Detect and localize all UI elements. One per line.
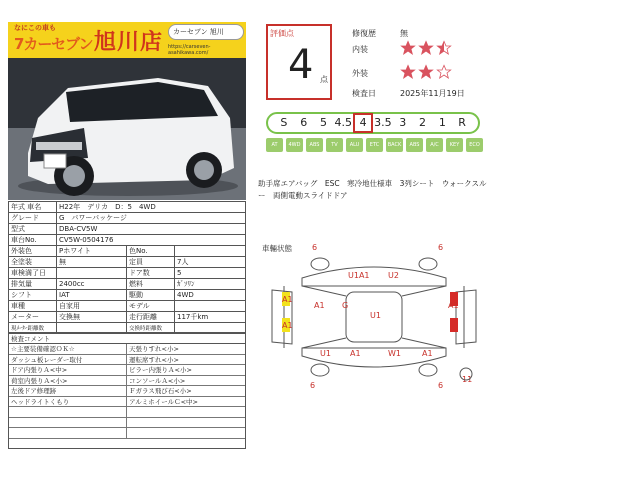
table-row xyxy=(9,301,246,312)
store-banner xyxy=(8,22,246,58)
table-row xyxy=(9,397,245,408)
comment-cell: 天張りすれ<小> xyxy=(129,345,179,353)
damage-mark: A1 xyxy=(282,321,293,330)
comment-cell: ドア内張りＡ<中> xyxy=(9,365,127,375)
star-icon xyxy=(418,64,434,80)
feature-icon: ALU xyxy=(346,138,363,152)
spec-label: ドア数 xyxy=(127,268,175,279)
table-row xyxy=(9,386,245,397)
spec-value xyxy=(57,268,127,279)
inspected-row xyxy=(352,88,465,99)
inspection-comments xyxy=(8,333,246,449)
spec-value: 2400cc xyxy=(57,279,127,290)
spec-value: IAT xyxy=(57,290,127,301)
spec-label: 定員 xyxy=(127,257,175,268)
comment-cell xyxy=(9,407,127,417)
diagram-title: 車輛状態 xyxy=(262,244,292,253)
spec-table xyxy=(8,201,246,333)
damage-mark: A1 xyxy=(448,301,459,310)
grade-step: 5 xyxy=(319,116,327,129)
grade-step: R xyxy=(458,116,466,129)
spec-value xyxy=(175,301,246,312)
spec-label: メーター xyxy=(9,312,57,323)
table-row xyxy=(9,376,245,387)
damage-mark: 6 xyxy=(310,381,316,390)
damage-mark: U1 xyxy=(370,311,381,320)
spec-value: Pホワイト xyxy=(57,246,127,257)
comment-cell: ☆主要装備確認ＯＫ☆ xyxy=(9,344,127,354)
feature-icon: AT xyxy=(266,138,283,152)
feature-icon: A/C xyxy=(426,138,443,152)
spec-label: モデル xyxy=(127,301,175,312)
feature-icon: ABS xyxy=(306,138,323,152)
search-box[interactable] xyxy=(168,24,244,40)
damage-mark: W1 xyxy=(388,349,401,358)
feature-icon: TV xyxy=(326,138,343,152)
interior-stars xyxy=(400,40,452,56)
spec-label: 車台No. xyxy=(9,235,57,246)
spec-label: 燃料 xyxy=(127,279,175,290)
grade-step: S xyxy=(280,116,288,129)
comment-cell xyxy=(127,407,245,417)
spec-label: 車検満了日 xyxy=(9,268,57,279)
feature-icon: 4WD xyxy=(286,138,303,152)
table-row xyxy=(9,213,246,224)
spec-value: 5 xyxy=(175,268,246,279)
grade-step: 4.5 xyxy=(334,116,353,129)
score-value: 4 xyxy=(288,42,314,88)
spec-value xyxy=(57,323,127,333)
star-icon xyxy=(436,64,452,80)
table-row xyxy=(9,312,246,323)
feature-icons xyxy=(266,138,483,152)
comment-cell: アルミホイールＣ<中> xyxy=(129,397,199,406)
comment-cell: ダッシュ板レーダー取付 xyxy=(9,355,127,365)
spec-value: 7人 xyxy=(175,257,246,268)
comments-title: 検査コメント xyxy=(9,334,245,344)
interior-label: 内装 xyxy=(352,45,368,54)
table-row xyxy=(9,246,246,257)
spec-label: 外装色 xyxy=(9,246,57,257)
star-icon xyxy=(436,40,452,56)
damage-mark: A1 xyxy=(350,349,361,358)
repair-label: 修復歴 xyxy=(352,29,376,38)
damage-mark: 6 xyxy=(438,381,444,390)
spec-value: ｶﾞｿﾘﾝ xyxy=(175,279,246,290)
table-row xyxy=(9,344,245,355)
comment-cell xyxy=(127,428,245,438)
banner-tagline: なにこの車も xyxy=(14,24,56,32)
red-damage-marker xyxy=(450,318,458,332)
grade-step: 2 xyxy=(419,116,427,129)
spec-label: 年式 車名 xyxy=(9,202,57,213)
star-icon xyxy=(418,40,434,56)
feature-icon: KEY xyxy=(446,138,463,152)
car-photo xyxy=(8,58,246,200)
comment-cell xyxy=(9,428,127,438)
table-row xyxy=(9,290,246,301)
store-url: https://carseven-asahikawa.com/ xyxy=(168,44,211,56)
table-row xyxy=(9,235,246,246)
spec-value: G パワーパッケージ xyxy=(57,213,246,224)
spec-value xyxy=(175,323,246,333)
store-name: 旭川店 xyxy=(94,30,164,55)
table-row xyxy=(9,202,246,213)
repair-value: 無 xyxy=(400,29,408,38)
grade-step: 6 xyxy=(300,116,308,129)
inspected-value: 2025年11月19日 xyxy=(400,89,465,98)
star-icon xyxy=(400,40,416,56)
comment-cell: ヘッドライトくもり xyxy=(9,397,127,407)
damage-mark: U1A1 xyxy=(348,271,370,280)
spec-value xyxy=(175,246,246,257)
score-unit: 点 xyxy=(320,75,328,84)
damage-mark: A1 xyxy=(282,295,293,304)
brand-logo: 7カーセブン xyxy=(14,35,93,53)
spec-label: グレード xyxy=(9,213,57,224)
table-row xyxy=(9,323,246,333)
spec-label: 駆動 xyxy=(127,290,175,301)
spec-label: 車種 xyxy=(9,301,57,312)
spec-value: H22年 デリカ D：5 4WD xyxy=(57,202,246,213)
search-label: カーセブン 旭川 xyxy=(173,28,224,36)
grade-step: 3 xyxy=(399,116,407,129)
spec-value: 117千km xyxy=(175,312,246,323)
exterior-stars xyxy=(400,64,452,80)
damage-mark: 6 xyxy=(312,243,318,252)
spec-label: 色No. xyxy=(127,246,175,257)
damage-mark: A1 xyxy=(314,301,325,310)
spec-value: 4WD xyxy=(175,290,246,301)
spec-label: 交換時距離数 xyxy=(127,323,175,333)
table-row xyxy=(9,268,246,279)
table-row xyxy=(9,224,246,235)
spec-value: 無 xyxy=(57,257,127,268)
exterior-label: 外装 xyxy=(352,69,368,78)
spec-value: DBA-CV5W xyxy=(57,224,246,235)
table-row xyxy=(9,355,245,366)
interior-row xyxy=(352,44,368,55)
feature-icon: ABS xyxy=(406,138,423,152)
damage-mark: 6 xyxy=(438,243,444,252)
grade-step: 4 xyxy=(353,113,373,133)
score-label: 評価点 xyxy=(270,29,294,38)
comment-cell: 左後ドア修理跡 xyxy=(9,386,127,396)
spec-value: CV5W-0504176 xyxy=(57,235,246,246)
comment-cell: 荷室内張りＡ<小> xyxy=(9,376,127,386)
features-text: 助手席エアバッグ ESC 寒冷地仕様車 3列シート ウォークスルー 両側電動スライドドア xyxy=(258,179,487,200)
spec-label: 現ﾒｰﾀｰ距離数 xyxy=(9,323,57,333)
spec-label: シフト xyxy=(9,290,57,301)
spec-label: 走行距離 xyxy=(127,312,175,323)
feature-icon: ECO xyxy=(466,138,483,152)
spec-label: 排気量 xyxy=(9,279,57,290)
table-row xyxy=(9,279,246,290)
damage-mark: G xyxy=(342,301,349,310)
star-icon xyxy=(400,64,416,80)
comment-cell: ピラー内張りＡ<小> xyxy=(129,366,192,374)
grade-scale xyxy=(266,112,480,134)
grade-step: 1 xyxy=(438,116,446,129)
table-row xyxy=(9,257,246,268)
spec-value: 自家用 xyxy=(57,301,127,312)
grade-step: 3.5 xyxy=(374,116,392,129)
comment-cell: Ｆガラス飛び石<小> xyxy=(129,387,192,395)
table-row xyxy=(9,365,245,376)
feature-icon: ETC xyxy=(366,138,383,152)
comment-cell xyxy=(127,418,245,428)
comment-cell: コンソールＡ<小> xyxy=(129,376,186,385)
repair-row xyxy=(352,28,408,39)
table-row xyxy=(9,428,245,439)
spec-label: 全塗装 xyxy=(9,257,57,268)
feature-icon: BACK xyxy=(386,138,403,152)
damage-mark: U2 xyxy=(388,271,399,280)
damage-mark: 11 xyxy=(462,375,473,384)
inspected-label: 検査日 xyxy=(352,89,376,98)
damage-mark: A1 xyxy=(422,349,433,358)
comment-cell: 運転席すれ<小> xyxy=(129,355,179,364)
score-box xyxy=(266,24,332,100)
table-row xyxy=(9,407,245,418)
damage-mark: U1 xyxy=(320,349,331,358)
spec-label: 型式 xyxy=(9,224,57,235)
spec-value: 交換無 xyxy=(57,312,127,323)
exterior-row xyxy=(352,68,368,79)
car-illustration xyxy=(8,58,246,200)
comment-cell xyxy=(9,418,127,428)
table-row xyxy=(9,418,245,429)
